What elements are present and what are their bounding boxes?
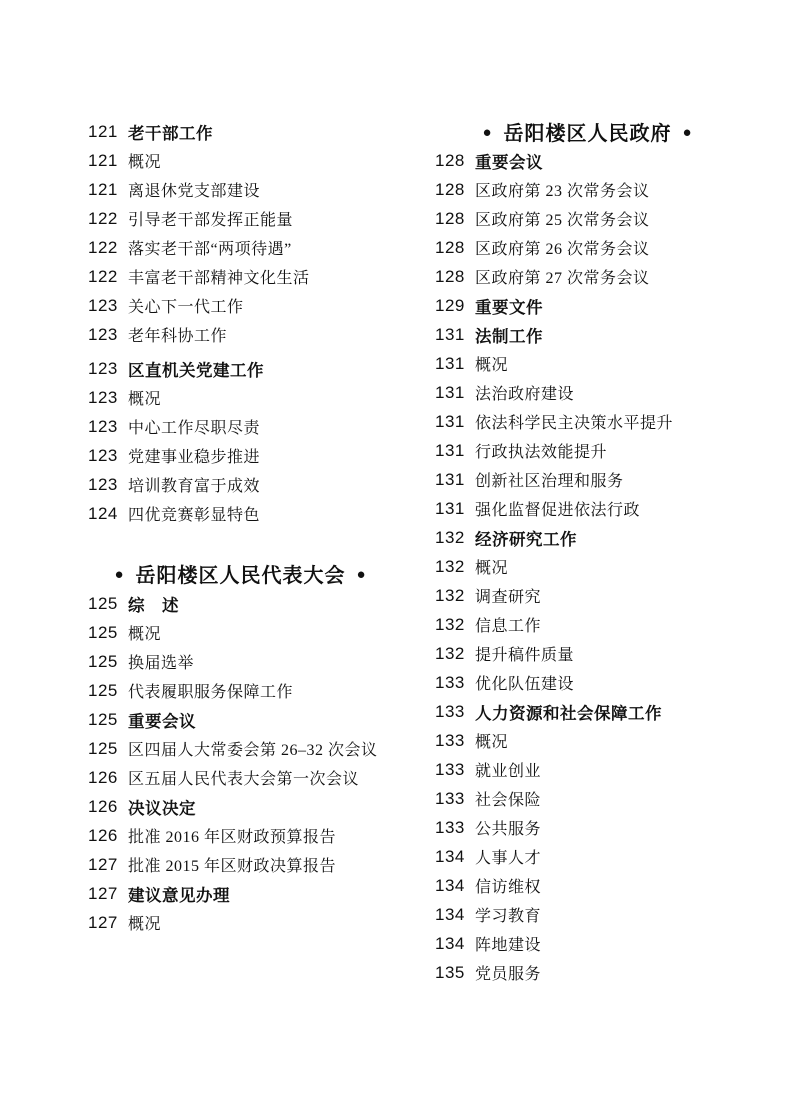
toc-entry-title: 培训教育富于成效 [128, 478, 261, 495]
toc-entry [88, 146, 393, 175]
toc-entry-title: 重要会议 [128, 711, 196, 731]
toc-entry-title: 信访维权 [475, 879, 542, 896]
toc-entry-page-number: 133 [435, 788, 465, 808]
bullet-icon: ● [482, 123, 493, 141]
toc-entry-page-number: 122 [88, 266, 118, 286]
toc-entry-page-number: 131 [435, 382, 465, 402]
toc-entry-title: 概况 [128, 916, 162, 933]
toc-entry-title: 批准 2015 年区财政决算报告 [128, 858, 337, 875]
toc-entry-title: 法制工作 [475, 326, 543, 346]
toc-entry-page-number: 133 [435, 730, 465, 750]
toc-entry-page-number: 132 [435, 643, 465, 663]
toc-entry [88, 589, 393, 618]
toc-entry-page-number: 121 [88, 179, 118, 199]
toc-entry-title: 区政府第 27 次常务会议 [475, 270, 650, 287]
toc-entry [435, 552, 740, 581]
toc-entry [435, 233, 740, 262]
toc-entry-page-number: 131 [435, 411, 465, 431]
toc-entry [435, 465, 740, 494]
toc-entry-title: 丰富老干部精神文化生活 [128, 270, 310, 287]
toc-entry-page-number: 131 [435, 324, 465, 344]
toc-entry-page-number: 127 [88, 854, 118, 874]
toc-entry-title: 人事人才 [475, 850, 542, 867]
toc-entry [435, 320, 740, 349]
toc-entry [88, 850, 393, 879]
toc-entry-title: 老年科协工作 [128, 328, 228, 345]
toc-entry-title: 行政执法效能提升 [475, 444, 608, 461]
toc-entry [88, 705, 393, 734]
toc-entry-page-number: 125 [88, 738, 118, 758]
toc-entry [88, 262, 393, 291]
toc-entry-page-number: 131 [435, 498, 465, 518]
toc-entry-page-number: 131 [435, 440, 465, 460]
toc-entry [88, 763, 393, 792]
toc-entry [435, 175, 740, 204]
toc-entry-page-number: 134 [435, 875, 465, 895]
toc-entry [88, 908, 393, 937]
toc-entry-title: 概况 [128, 626, 162, 643]
bullet-icon: ● [356, 565, 367, 583]
toc-entry-title: 信息工作 [475, 618, 542, 635]
toc-entry-title: 提升稿件质量 [475, 647, 575, 664]
toc-entry [88, 320, 393, 349]
toc-entry-title: 建议意见办理 [128, 885, 230, 905]
toc-entry-page-number: 133 [435, 701, 465, 721]
toc-entry-page-number: 123 [88, 295, 118, 315]
toc-entry-title: 公共服务 [475, 821, 542, 838]
toc-entry-page-number: 121 [88, 150, 118, 170]
toc-entry-page-number: 125 [88, 651, 118, 671]
toc-entry [435, 813, 740, 842]
toc-entry-page-number: 133 [435, 672, 465, 692]
section-header [88, 558, 393, 588]
toc-entry-page-number: 127 [88, 883, 118, 903]
toc-entry-title: 概况 [128, 391, 162, 408]
toc-entry [88, 175, 393, 204]
section-title: 岳阳楼区人民代表大会 [135, 564, 346, 587]
toc-entry-title: 调查研究 [475, 589, 542, 606]
toc-entry-title: 重要会议 [475, 152, 543, 172]
toc-entry-page-number: 126 [88, 767, 118, 787]
toc-entry-title: 代表履职服务保障工作 [128, 684, 294, 701]
toc-entry-title: 创新社区治理和服务 [475, 473, 624, 490]
toc-entry [88, 676, 393, 705]
toc-entry [435, 958, 740, 987]
toc-entry-title: 法治政府建设 [475, 386, 575, 403]
toc-entry [435, 349, 740, 378]
toc-entry [435, 697, 740, 726]
toc-entry-page-number: 126 [88, 796, 118, 816]
toc-entry-page-number: 134 [435, 904, 465, 924]
toc-entry-title: 经济研究工作 [475, 529, 577, 549]
toc-entry [435, 900, 740, 929]
toc-entry-title: 区政府第 23 次常务会议 [475, 183, 650, 200]
toc-column-right [435, 116, 740, 987]
toc-entry-title: 依法科学民主决策水平提升 [475, 415, 674, 432]
toc-entry-title: 党员服务 [475, 966, 542, 983]
toc-entry [435, 262, 740, 291]
bullet-icon: ● [682, 123, 693, 141]
toc-entry-page-number: 129 [435, 295, 465, 315]
toc-entry [435, 378, 740, 407]
toc-entry [88, 412, 393, 441]
toc-entry-title: 四优竞赛彰显特色 [128, 507, 261, 524]
toc-entry [88, 291, 393, 320]
toc-entry-title: 区四届人大常委会第 26–32 次会议 [128, 742, 378, 759]
toc-entry [435, 291, 740, 320]
toc-entry [88, 354, 393, 383]
toc-entry-page-number: 123 [88, 358, 118, 378]
toc-entry-title: 概况 [475, 734, 509, 751]
toc-entry-title: 引导老干部发挥正能量 [128, 212, 294, 229]
toc-entry [435, 755, 740, 784]
toc-entry [88, 117, 393, 146]
toc-entry [88, 647, 393, 676]
toc-entry-page-number: 126 [88, 825, 118, 845]
toc-entry-title: 区政府第 26 次常务会议 [475, 241, 650, 258]
toc-entry-title: 党建事业稳步推进 [128, 449, 261, 466]
toc-entry-page-number: 122 [88, 208, 118, 228]
toc-entry-title: 决议决定 [128, 798, 196, 818]
section-title: 岳阳楼区人民政府 [503, 122, 672, 145]
toc-entry-title: 学习教育 [475, 908, 542, 925]
toc-entry-page-number: 127 [88, 912, 118, 932]
toc-entry-title: 概况 [128, 154, 162, 171]
toc-entry [435, 610, 740, 639]
toc-entry [435, 494, 740, 523]
toc-entry-page-number: 122 [88, 237, 118, 257]
toc-entry-title: 阵地建设 [475, 937, 542, 954]
section-header [435, 116, 740, 146]
toc-section [435, 116, 740, 987]
toc-entry-title: 换届选举 [128, 655, 195, 672]
toc-entry-title: 区直机关党建工作 [128, 360, 264, 380]
toc-entry-page-number: 132 [435, 585, 465, 605]
toc-entry-page-number: 125 [88, 622, 118, 642]
toc-entry [88, 470, 393, 499]
toc-entry [435, 581, 740, 610]
toc-entry-title: 人力资源和社会保障工作 [475, 703, 662, 723]
toc-entry [435, 668, 740, 697]
toc-entry-page-number: 132 [435, 614, 465, 634]
toc-entry [435, 871, 740, 900]
toc-entry-page-number: 133 [435, 759, 465, 779]
toc-entry-page-number: 123 [88, 416, 118, 436]
toc-entry-title: 就业创业 [475, 763, 542, 780]
toc-entry-page-number: 132 [435, 556, 465, 576]
toc-entry [88, 383, 393, 412]
toc-section [88, 558, 393, 937]
toc-entry [88, 734, 393, 763]
toc-entry [435, 407, 740, 436]
toc-section [88, 117, 393, 528]
toc-entry-page-number: 125 [88, 709, 118, 729]
toc-entry-page-number: 131 [435, 469, 465, 489]
toc-entry-page-number: 123 [88, 387, 118, 407]
toc-entry [435, 726, 740, 755]
toc-entry [435, 842, 740, 871]
toc-entry-title: 批准 2016 年区财政预算报告 [128, 829, 337, 846]
toc-entry [88, 792, 393, 821]
toc-entry [435, 929, 740, 958]
toc-entry [88, 233, 393, 262]
toc-entry [88, 821, 393, 850]
toc-entry-title: 落实老干部“两项待遇” [128, 241, 292, 258]
toc-entry-title: 优化队伍建设 [475, 676, 575, 693]
bullet-icon: ● [114, 565, 125, 583]
toc-entry [88, 441, 393, 470]
toc-entry-title: 综 述 [128, 595, 179, 615]
toc-entry-title: 区政府第 25 次常务会议 [475, 212, 650, 229]
toc-entry-title: 社会保险 [475, 792, 542, 809]
toc-entry-page-number: 131 [435, 353, 465, 373]
toc-entry [88, 879, 393, 908]
toc-entry-title: 概况 [475, 560, 509, 577]
toc-column-left [88, 117, 393, 937]
toc-entry-title: 重要文件 [475, 297, 543, 317]
toc-entry-page-number: 134 [435, 933, 465, 953]
toc-entry [88, 499, 393, 528]
toc-entry [88, 618, 393, 647]
toc-entry [435, 523, 740, 552]
toc-entry [435, 204, 740, 233]
toc-entry-page-number: 121 [88, 121, 118, 141]
toc-entry-title: 概况 [475, 357, 509, 374]
toc-entry-page-number: 135 [435, 962, 465, 982]
toc-entry-page-number: 128 [435, 150, 465, 170]
toc-entry [435, 436, 740, 465]
toc-entry-page-number: 125 [88, 680, 118, 700]
toc-entry [88, 204, 393, 233]
toc-entry [435, 639, 740, 668]
toc-entry-page-number: 133 [435, 817, 465, 837]
toc-entry-page-number: 128 [435, 179, 465, 199]
toc-entry-page-number: 134 [435, 846, 465, 866]
toc-entry-page-number: 124 [88, 503, 118, 523]
toc-entry-page-number: 123 [88, 474, 118, 494]
toc-entry-page-number: 128 [435, 237, 465, 257]
toc-entry-title: 区五届人民代表大会第一次会议 [128, 771, 360, 788]
toc-entry-title: 关心下一代工作 [128, 299, 244, 316]
toc-entry-page-number: 125 [88, 593, 118, 613]
toc-entry-page-number: 123 [88, 324, 118, 344]
toc-entry-page-number: 128 [435, 266, 465, 286]
toc-entry-title: 离退休党支部建设 [128, 183, 261, 200]
toc-entry-title: 老干部工作 [128, 123, 213, 143]
toc-entry [435, 784, 740, 813]
toc-entry-title: 强化监督促进依法行政 [475, 502, 641, 519]
toc-entry-page-number: 132 [435, 527, 465, 547]
toc-entry [435, 146, 740, 175]
toc-entry-page-number: 128 [435, 208, 465, 228]
toc-entry-title: 中心工作尽职尽责 [128, 420, 261, 437]
toc-entry-page-number: 123 [88, 445, 118, 465]
